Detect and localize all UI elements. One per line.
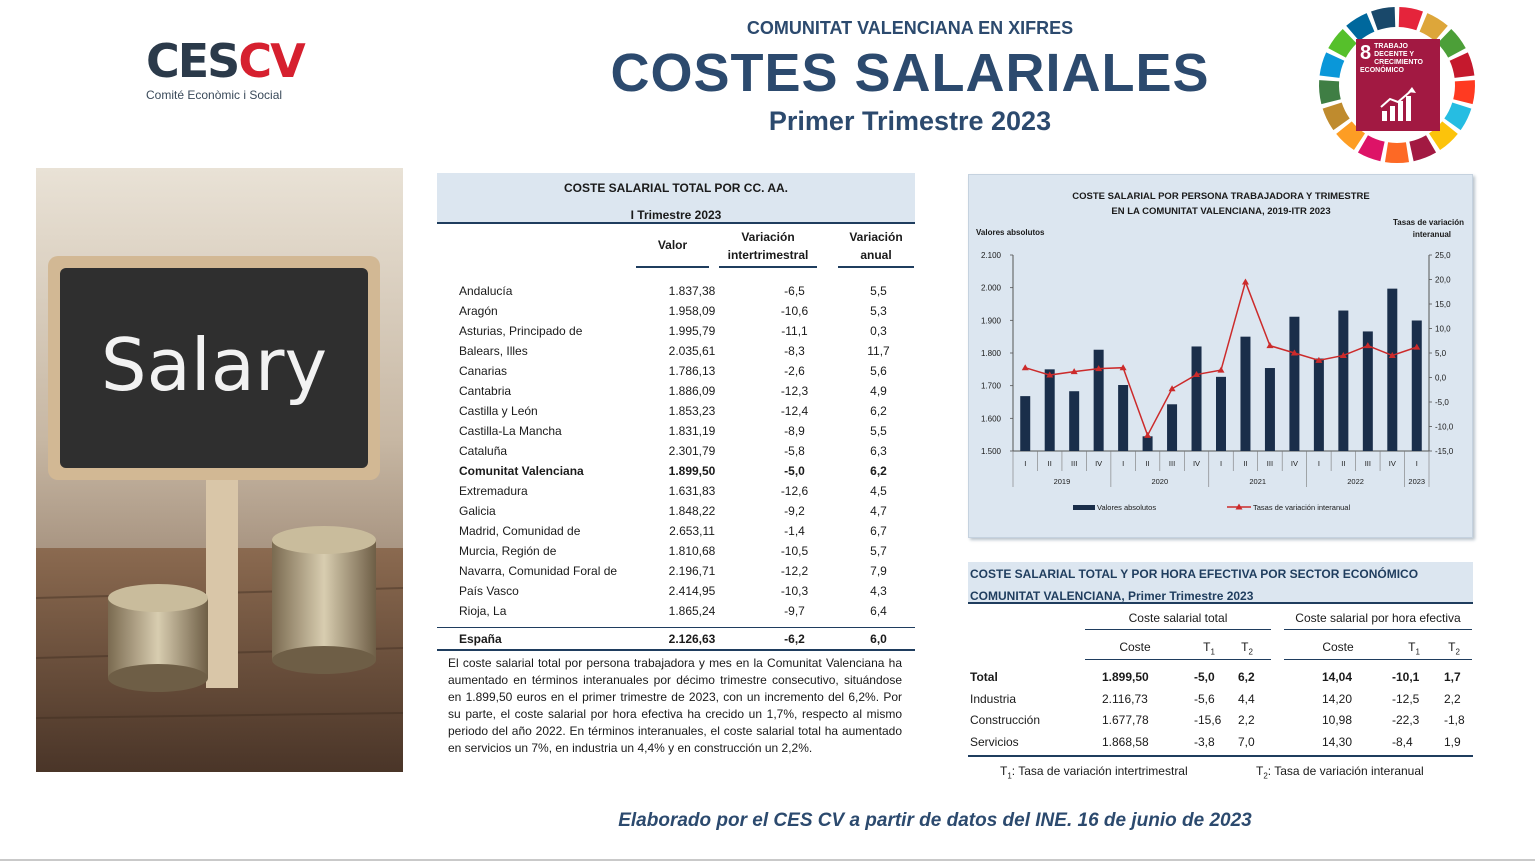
table1-header — [437, 173, 915, 224]
table2-sub-coste-2: Coste — [1322, 640, 1354, 654]
sector-t2b: -1,8 — [1444, 713, 1465, 727]
region-name: Castilla-La Mancha — [459, 424, 562, 438]
coin-stack-right — [272, 526, 376, 674]
table-row — [968, 692, 1473, 712]
chart-title-line2: EN LA COMUNITAT VALENCIANA, 2019-ITR 2023 — [1111, 206, 1331, 217]
chart-bar — [1069, 391, 1079, 451]
chart-bar — [1289, 317, 1299, 451]
page-subtitle: Primer Trimestre 2023 — [768, 106, 1052, 136]
sdg-number: 8 — [1360, 42, 1372, 64]
sector-t1a: -5,0 — [1194, 670, 1215, 684]
table-row — [437, 301, 915, 321]
region-anual: 4,3 — [870, 584, 887, 598]
note-t-letter: T — [1256, 764, 1264, 778]
region-value: 1.853,23 — [668, 404, 716, 418]
chart-xtick: I — [1219, 459, 1223, 468]
table2-title-line2: COMUNITAT VALENCIANA, Primer Trimestre 2023 — [970, 589, 1254, 603]
region-inter: -2,6 — [784, 364, 805, 378]
region-anual: 5,3 — [870, 304, 887, 318]
table1-col-anual-line2: anual — [860, 248, 892, 262]
logo-accent: CV — [238, 34, 304, 88]
region-anual: 5,5 — [870, 284, 887, 298]
region-name: Comunitat Valenciana — [459, 464, 584, 478]
chart-bar — [1094, 350, 1104, 451]
region-name: Galicia — [459, 504, 496, 518]
chart-bar — [1192, 346, 1202, 451]
page-kicker: COMUNITAT VALENCIANA EN XIFRES — [746, 18, 1074, 38]
region-anual: 6,2 — [870, 464, 887, 478]
table1-col-inter-line1: Variación — [741, 230, 795, 244]
t-letter: T — [1448, 640, 1456, 654]
region-value: 1.631,83 — [668, 484, 716, 498]
sector-t1b: -8,4 — [1392, 735, 1413, 749]
region-name: Castilla y León — [459, 404, 538, 418]
note-t-letter: T — [1000, 764, 1008, 778]
region-inter: -6,5 — [784, 284, 805, 298]
sector-c1: 1.868,58 — [1102, 735, 1149, 749]
sdg-segment — [1385, 142, 1409, 163]
table-row — [437, 341, 915, 361]
region-inter: -10,6 — [780, 304, 809, 318]
table-row — [968, 670, 1473, 690]
sector-t2a: 6,2 — [1238, 670, 1255, 684]
chart-bar — [1338, 311, 1348, 451]
sector-t2a: 7,0 — [1238, 735, 1255, 749]
region-inter: -12,6 — [780, 484, 809, 498]
chart-line-point — [1022, 364, 1029, 370]
table2-sub-coste-1: Coste — [1119, 640, 1151, 654]
table2-header — [968, 562, 1473, 604]
table-row — [437, 381, 915, 401]
sector-t1b: -22,3 — [1392, 713, 1420, 727]
chart-ytick-left: 2.000 — [980, 283, 1001, 293]
chart-ytick-left: 1.700 — [980, 381, 1001, 391]
t-index: 1 — [1210, 647, 1215, 657]
table-row — [437, 601, 915, 621]
note-t-index: 2 — [1263, 771, 1268, 781]
chart-xtick: I — [1415, 459, 1418, 468]
region-value: 1.786,13 — [668, 364, 716, 378]
sdg-segment — [1346, 13, 1374, 41]
t-index: 2 — [1248, 647, 1253, 657]
sdg-segment — [1444, 103, 1471, 131]
chart-xtick: IV — [1095, 459, 1103, 468]
region-value: 2.035,61 — [668, 344, 716, 358]
sdg-segment — [1409, 135, 1436, 161]
chart-ytick-left: 2.100 — [980, 251, 1001, 260]
salary-chart — [969, 175, 1474, 539]
salary-photo — [36, 168, 403, 772]
table2-title-line1: COSTE SALARIAL TOTAL Y POR HORA EFECTIVA POR SECTOR ECONÓMICO — [970, 567, 1419, 581]
table-row — [437, 521, 915, 541]
chart-ylabel-right-1: Tasas de variación — [1393, 218, 1464, 227]
chart-xtick: I — [1024, 459, 1027, 468]
table-row — [437, 441, 915, 461]
chart-ytick-right: 0,0 — [1435, 373, 1447, 383]
region-anual: 4,9 — [870, 384, 887, 398]
chart-title-line1: COSTE SALARIAL POR PERSONA TRABAJADORA Y TRIMESTRE — [1072, 191, 1370, 202]
region-name: Cantabria — [459, 384, 512, 398]
table1-total-value: 2.126,63 — [668, 631, 716, 646]
chart-legend-line-label: Tasas de variación interanual — [1253, 503, 1351, 512]
table-row — [437, 321, 915, 341]
region-inter: -12,4 — [780, 404, 809, 418]
region-name: Andalucía — [459, 284, 513, 298]
chart-xtick: III — [1364, 459, 1371, 468]
sector-t1a: -3,8 — [1194, 735, 1215, 749]
chart-ytick-right: -5,0 — [1435, 398, 1449, 407]
chart-bar — [1240, 337, 1250, 451]
sector-c1: 1.899,50 — [1102, 670, 1149, 684]
region-anual: 0,3 — [870, 324, 887, 338]
region-value: 2.301,79 — [668, 444, 716, 458]
region-inter: -10,3 — [780, 584, 809, 598]
sector-c1: 1.677,78 — [1102, 713, 1149, 727]
region-anual: 5,6 — [870, 364, 887, 378]
table-row — [437, 361, 915, 381]
region-anual: 11,7 — [867, 344, 890, 358]
table-row — [968, 713, 1473, 733]
table-row — [968, 735, 1473, 755]
region-inter: -5,8 — [784, 444, 805, 458]
region-inter: -5,0 — [784, 464, 805, 478]
sector-t2a: 2,2 — [1238, 713, 1255, 727]
table-row — [437, 561, 915, 581]
t-index: 2 — [1455, 647, 1460, 657]
region-name: Navarra, Comunidad Foral de — [459, 564, 618, 578]
chart-ytick-left: 1.900 — [980, 316, 1001, 326]
chart-xtick: IV — [1290, 459, 1298, 468]
page-title: COSTES SALARIALES — [610, 43, 1210, 103]
table1-total-row — [437, 627, 915, 651]
chart-line-point — [1169, 385, 1176, 391]
sdg-segment — [1319, 80, 1341, 104]
sdg-text: TRABAJO DECENTE Y CRECIMIENTO ECONÓMICO — [1360, 43, 1423, 74]
chart-year-label: 2023 — [1408, 477, 1426, 486]
chart-line-point — [1218, 367, 1225, 373]
region-value: 1.848,22 — [668, 504, 716, 518]
region-inter: -10,5 — [780, 544, 809, 558]
chart-bar — [1167, 404, 1177, 451]
note-t-index: 1 — [1007, 771, 1012, 781]
growth-chart-icon — [1378, 87, 1418, 123]
region-value: 1.810,68 — [668, 544, 716, 558]
region-value: 2.653,11 — [669, 524, 715, 538]
region-value: 1.899,50 — [668, 464, 716, 478]
table2-sub-t1-1 — [1197, 640, 1221, 656]
chart-line-point — [1266, 342, 1273, 348]
table1-col-anual — [838, 228, 914, 268]
table2-group-hour: Coste salarial por hora efectiva — [1284, 611, 1472, 630]
t-letter: T — [1203, 640, 1211, 654]
chart-xtick: III — [1071, 459, 1078, 468]
region-value: 2.196,71 — [668, 564, 716, 578]
table2-subheader-total — [1085, 640, 1271, 660]
table2-note-t2 — [1256, 764, 1424, 780]
sector-name: Servicios — [970, 735, 1019, 749]
sdg-segment — [1453, 80, 1475, 104]
logo-mark — [146, 36, 306, 86]
sector-name: Construcción — [970, 713, 1041, 727]
table2-group-total: Coste salarial total — [1085, 611, 1271, 630]
chart-ytick-right: 25,0 — [1435, 251, 1451, 260]
salary-illustration — [36, 168, 403, 772]
region-name: Cataluña — [459, 444, 508, 458]
region-name: Madrid, Comunidad de — [459, 524, 581, 538]
table-row — [437, 281, 915, 301]
chart-xtick: I — [1317, 459, 1320, 468]
table2-sub-t2-2 — [1442, 640, 1466, 656]
chart-xtick: II — [1145, 459, 1150, 468]
table-row — [437, 501, 915, 521]
region-inter: -9,2 — [784, 504, 805, 518]
region-value: 1.958,09 — [668, 304, 716, 318]
region-anual: 5,5 — [870, 424, 887, 438]
sector-t2b: 2,2 — [1444, 692, 1461, 706]
chart-ylabel-left: Valores absolutos — [976, 228, 1045, 237]
region-inter: -8,9 — [784, 424, 805, 438]
table-row — [437, 581, 915, 601]
region-inter: -12,3 — [780, 384, 809, 398]
summary-paragraph: El coste salarial total por persona trabajadora y mes en la Comunitat Valenciana ha aumentado en términos interanuales por décimo trimestre consecutivo, situándose en 1.899,50 euros en el primer trimestre de 2023, con un incremento del 6,2%. Por su parte, el coste salarial por hora efectiva ha crecido un 1,7%, respecto al mismo periodo del año 2022. En términos interanuales, el coste salarial total ha aumentado en servicios un 7%, en industria un 4,4% y en construcción un 2,2%. — [448, 656, 902, 755]
chart-ytick-right: 20,0 — [1435, 275, 1451, 285]
region-value: 1.865,24 — [668, 604, 716, 618]
sdg-segment — [1450, 52, 1475, 78]
chart-xtick: III — [1266, 459, 1274, 468]
table1-period: I Trimestre 2023 — [630, 208, 722, 222]
logo-main: CES — [146, 34, 239, 88]
table1-col-inter-line2: intertrimestral — [727, 248, 809, 262]
region-name: Aragón — [459, 304, 498, 318]
sector-c2: 14,20 — [1322, 692, 1353, 706]
chart-bar — [1387, 289, 1397, 451]
sector-t2b: 1,7 — [1444, 670, 1461, 684]
sdg-segment — [1420, 13, 1448, 41]
chart-xtick: IV — [1388, 459, 1396, 468]
region-anual: 6,7 — [870, 524, 887, 538]
sdg-segment — [1399, 7, 1423, 30]
region-name: Balears, Illes — [459, 344, 528, 358]
sector-name: Industria — [970, 692, 1017, 706]
sector-c2: 14,04 — [1322, 670, 1353, 684]
sdg-segment — [1358, 135, 1385, 161]
chart-ylabel-right-2: interanual — [1412, 230, 1451, 239]
table2-sub-t2-1 — [1235, 640, 1259, 656]
chart-xtick: I — [1122, 459, 1125, 468]
chart-bar — [1118, 385, 1128, 451]
sector-t1b: -12,5 — [1392, 692, 1420, 706]
table1-col-value — [636, 228, 709, 268]
chart-xtick: II — [1341, 459, 1346, 468]
chart-legend-bar-label: Valores absolutos — [1097, 503, 1157, 512]
region-value: 1.831,19 — [668, 424, 716, 438]
table1-col-value-label: Valor — [657, 238, 688, 252]
chart-xtick: II — [1243, 459, 1248, 468]
logo-subtitle: Comité Econòmic i Social — [146, 88, 283, 102]
region-anual: 5,7 — [870, 544, 887, 558]
sdg-goal-badge — [1356, 39, 1440, 131]
table2-note-t1 — [1000, 764, 1188, 780]
note-text-t2: : Tasa de variación interanual — [1267, 764, 1424, 778]
region-anual: 7,9 — [870, 564, 887, 578]
table-row — [437, 481, 915, 501]
region-name: Rioja, La — [459, 604, 507, 618]
region-anual: 4,7 — [870, 504, 887, 518]
region-value: 2.414,95 — [668, 584, 716, 598]
region-anual: 6,4 — [870, 604, 887, 618]
chart-line-point — [1242, 278, 1249, 284]
table1-total-inter: -6,2 — [784, 631, 805, 646]
sdg-segment — [1320, 52, 1345, 78]
region-anual: 4,5 — [870, 484, 887, 498]
table-row — [437, 461, 915, 481]
table-row — [437, 541, 915, 561]
chart-bar — [1020, 396, 1030, 451]
chart-bar — [1143, 436, 1153, 451]
chart-bar — [1045, 369, 1055, 451]
sdg-wheel-icon — [1316, 6, 1478, 164]
chart-bar — [1265, 368, 1275, 451]
chart-panel — [968, 174, 1473, 538]
table2-sub-t1-2 — [1402, 640, 1426, 656]
sector-t1a: -15,6 — [1194, 713, 1222, 727]
table1-col-anual-line1: Variación — [849, 230, 903, 244]
chart-year-label: 2022 — [1347, 477, 1364, 486]
chart-ytick-right: 10,0 — [1435, 324, 1451, 334]
table1-total-name: España — [459, 631, 502, 646]
region-inter: -1,4 — [784, 524, 805, 538]
sign-text: Salary — [100, 323, 328, 407]
table-row — [437, 401, 915, 421]
sector-c2: 10,98 — [1322, 713, 1353, 727]
t-index: 1 — [1415, 647, 1420, 657]
region-inter: -11,1 — [781, 324, 808, 338]
chart-xtick: IV — [1192, 459, 1201, 468]
t-letter: T — [1241, 640, 1249, 654]
table2-bottom-rule — [968, 755, 1473, 757]
chart-bar — [1216, 377, 1226, 451]
sector-c1: 2.116,73 — [1102, 692, 1148, 706]
chart-legend-bar-swatch — [1073, 505, 1095, 510]
region-value: 1.995,79 — [668, 324, 716, 338]
chart-ytick-right: -15,0 — [1435, 447, 1454, 456]
chart-ytick-right: 15,0 — [1435, 300, 1451, 309]
region-value: 1.886,09 — [668, 384, 716, 398]
sdg-segment — [1323, 103, 1350, 131]
chart-ytick-left: 1.600 — [980, 414, 1001, 424]
chart-year-label: 2019 — [1053, 477, 1071, 486]
chart-bar — [1363, 331, 1373, 451]
table2-subheader-hour — [1284, 640, 1472, 660]
region-anual: 6,2 — [870, 404, 887, 418]
sector-t2a: 4,4 — [1238, 692, 1255, 706]
chart-xtick: II — [1047, 459, 1052, 468]
sdg-segment — [1437, 29, 1465, 58]
chart-xtick: III — [1168, 459, 1176, 468]
chart-ytick-right: -10,0 — [1435, 422, 1454, 432]
sector-t2b: 1,9 — [1444, 735, 1461, 749]
sector-name: Total — [970, 670, 998, 684]
cescv-logo — [146, 36, 306, 112]
sdg-segment — [1328, 29, 1356, 58]
table1-body — [437, 281, 915, 621]
table-row — [437, 421, 915, 441]
sector-t1a: -5,6 — [1194, 692, 1215, 706]
coin-stack-left — [108, 584, 208, 692]
region-name: Asturias, Principado de — [459, 324, 583, 338]
chart-ytick-left: 1.500 — [980, 447, 1001, 456]
table1-title: COSTE SALARIAL TOTAL POR CC. AA. — [563, 181, 788, 195]
region-name: Murcia, Región de — [459, 544, 557, 558]
region-inter: -12,2 — [780, 564, 809, 578]
source-footer: Elaborado por el CES CV a partir de datos del INE. 16 de junio de 2023 — [618, 810, 1252, 831]
sdg-segment — [1371, 7, 1395, 30]
chart-year-label: 2021 — [1249, 477, 1267, 486]
t-letter: T — [1408, 640, 1416, 654]
chart-ytick-left: 1.800 — [980, 349, 1001, 358]
chart-line-point — [1144, 432, 1151, 438]
chart-ytick-right: 5,0 — [1435, 349, 1447, 358]
table1-total-anual: 6,0 — [870, 631, 887, 646]
note-text-t1: : Tasa de variación intertrimestral — [1011, 764, 1188, 778]
region-name: Extremadura — [459, 484, 528, 498]
chart-year-label: 2020 — [1151, 477, 1169, 486]
region-name: Canarias — [459, 364, 508, 378]
region-inter: -8,3 — [784, 344, 805, 358]
sector-c2: 14,30 — [1322, 735, 1353, 749]
chart-bar — [1412, 320, 1422, 451]
table1-col-inter — [719, 228, 817, 268]
region-inter: -9,7 — [784, 604, 805, 618]
sector-t1b: -10,1 — [1392, 670, 1420, 684]
region-name: País Vasco — [459, 584, 519, 598]
chart-bar — [1314, 359, 1324, 451]
region-value: 1.837,38 — [668, 284, 716, 298]
region-anual: 6,3 — [870, 444, 887, 458]
